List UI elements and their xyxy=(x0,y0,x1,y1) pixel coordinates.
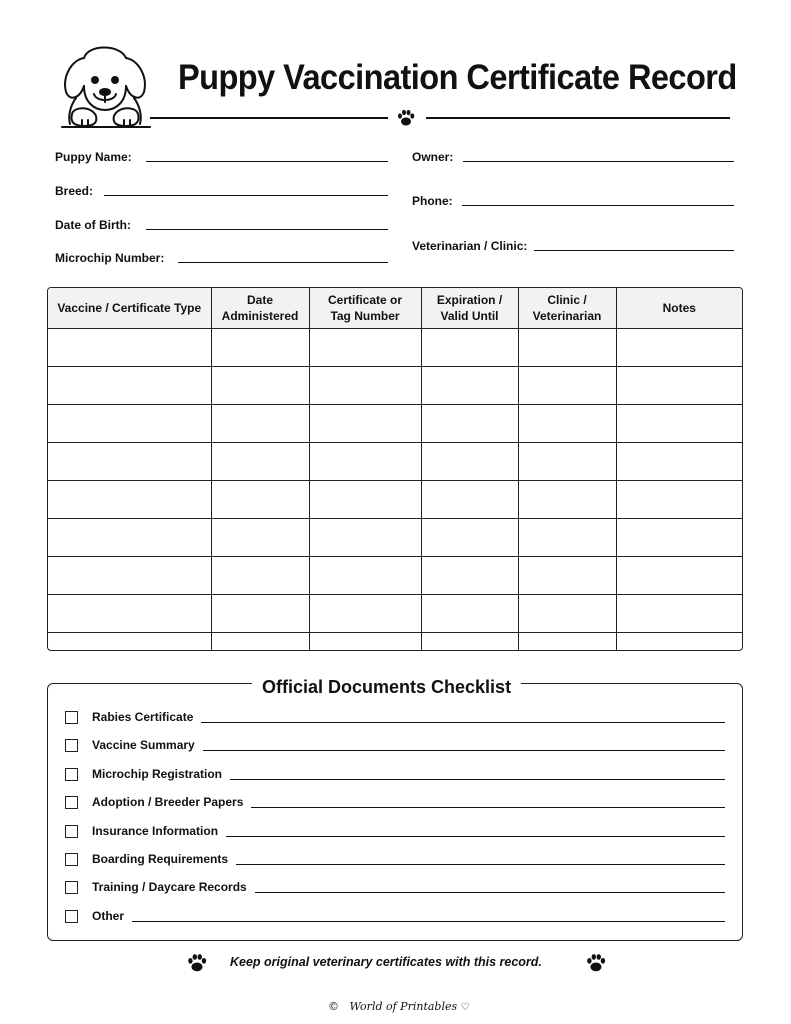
cell-clinic[interactable] xyxy=(518,633,616,652)
checklist-item-line[interactable] xyxy=(203,750,725,751)
cell-notes[interactable] xyxy=(616,481,742,519)
checklist-item-label: Adoption / Breeder Papers xyxy=(92,795,244,810)
cell-expiration[interactable] xyxy=(421,367,518,405)
checkbox[interactable] xyxy=(65,881,78,894)
cell-clinic[interactable] xyxy=(518,557,616,595)
cell-vaccine-type[interactable] xyxy=(48,405,211,443)
cell-expiration[interactable] xyxy=(421,595,518,633)
cell-expiration[interactable] xyxy=(421,481,518,519)
cell-date-administered[interactable] xyxy=(211,367,309,405)
heart-icon: ♡ xyxy=(460,1002,470,1013)
cell-vaccine-type[interactable] xyxy=(48,367,211,405)
microchip-number-label: Microchip Number: xyxy=(55,251,165,265)
cell-clinic[interactable] xyxy=(518,595,616,633)
checklist-item-line[interactable] xyxy=(226,836,725,837)
cell-expiration[interactable] xyxy=(421,329,518,367)
cell-vaccine-type[interactable] xyxy=(48,595,211,633)
cell-expiration[interactable] xyxy=(421,405,518,443)
table-row xyxy=(48,519,742,557)
checklist-item-label: Insurance Information xyxy=(92,823,219,838)
table-row xyxy=(48,367,742,405)
checkbox[interactable] xyxy=(65,825,78,838)
checkbox[interactable] xyxy=(65,711,78,724)
table-row xyxy=(48,481,742,519)
cell-date-administered[interactable] xyxy=(211,633,309,652)
cell-expiration[interactable] xyxy=(421,633,518,652)
title-divider-right xyxy=(426,117,730,119)
column-header-certificate-number: Certificate or Tag Number xyxy=(309,288,421,329)
cell-clinic[interactable] xyxy=(518,519,616,557)
checklist-item-label: Vaccine Summary xyxy=(92,738,195,753)
microchip-number-field[interactable] xyxy=(178,262,388,263)
paw-icon xyxy=(186,952,208,974)
brand-name: World of Printables xyxy=(349,1000,458,1013)
table-row xyxy=(48,557,742,595)
cell-vaccine-type[interactable] xyxy=(48,443,211,481)
checkbox[interactable] xyxy=(65,739,78,752)
cell-certificate-number[interactable] xyxy=(309,557,421,595)
checklist-item-label: Boarding Requirements xyxy=(92,852,229,866)
table-header-row xyxy=(48,288,742,329)
checklist-item-line[interactable] xyxy=(255,892,725,893)
phone-field[interactable] xyxy=(462,205,734,206)
owner-label: Owner: xyxy=(412,150,454,164)
title-divider-left xyxy=(150,117,388,119)
cell-clinic[interactable] xyxy=(518,367,616,405)
cell-notes[interactable] xyxy=(616,519,742,557)
puppy-name-field[interactable] xyxy=(146,161,388,162)
checklist-item-label: Rabies Certificate xyxy=(92,710,194,724)
owner-field[interactable] xyxy=(463,161,734,162)
checkbox[interactable] xyxy=(65,796,78,809)
table-row xyxy=(48,329,742,367)
checklist-item-line[interactable] xyxy=(251,807,725,808)
cell-certificate-number[interactable] xyxy=(309,633,421,652)
paw-icon xyxy=(396,108,416,128)
cell-date-administered[interactable] xyxy=(211,519,309,557)
table-row xyxy=(48,443,742,481)
cell-expiration[interactable] xyxy=(421,443,518,481)
copyright-symbol: © xyxy=(328,1000,339,1013)
cell-vaccine-type[interactable] xyxy=(48,329,211,367)
phone-label: Phone: xyxy=(412,194,453,208)
cell-certificate-number[interactable] xyxy=(309,329,421,367)
cell-notes[interactable] xyxy=(616,595,742,633)
cell-certificate-number[interactable] xyxy=(309,367,421,405)
cell-date-administered[interactable] xyxy=(211,481,309,519)
cell-certificate-number[interactable] xyxy=(309,405,421,443)
checklist-item-line[interactable] xyxy=(230,779,725,780)
cell-date-administered[interactable] xyxy=(211,557,309,595)
checklist-title: Official Documents Checklist xyxy=(252,677,521,698)
cell-vaccine-type[interactable] xyxy=(48,481,211,519)
column-header-clinic: Clinic / Veterinarian xyxy=(518,288,616,329)
checkbox[interactable] xyxy=(65,768,78,781)
veterinarian-clinic-field[interactable] xyxy=(534,250,734,251)
cell-notes[interactable] xyxy=(616,633,742,652)
column-header-vaccine-type: Vaccine / Certificate Type xyxy=(48,288,211,329)
column-header-expiration: Expiration / Valid Until xyxy=(421,288,518,329)
cell-notes[interactable] xyxy=(616,367,742,405)
date-of-birth-field[interactable] xyxy=(146,229,388,230)
date-of-birth-label: Date of Birth: xyxy=(55,218,131,232)
cell-notes[interactable] xyxy=(616,329,742,367)
breed-label: Breed: xyxy=(55,184,94,198)
paw-icon xyxy=(585,952,607,974)
cell-expiration[interactable] xyxy=(421,557,518,595)
checklist-item-line[interactable] xyxy=(132,921,725,922)
cell-expiration[interactable] xyxy=(421,519,518,557)
page-title: Puppy Vaccination Certificate Record xyxy=(178,58,737,97)
cell-notes[interactable] xyxy=(616,557,742,595)
puppy-name-label: Puppy Name: xyxy=(55,150,132,164)
checklist-item-label: Microchip Registration xyxy=(92,766,223,781)
cell-vaccine-type[interactable] xyxy=(48,633,211,652)
table-row xyxy=(48,633,742,652)
cell-notes[interactable] xyxy=(616,405,742,443)
cell-clinic[interactable] xyxy=(518,443,616,481)
checklist-item-line[interactable] xyxy=(201,722,725,723)
cell-certificate-number[interactable] xyxy=(309,443,421,481)
checkbox[interactable] xyxy=(65,853,78,866)
cell-certificate-number[interactable] xyxy=(309,519,421,557)
cell-vaccine-type[interactable] xyxy=(48,519,211,557)
checklist-item-label: Other xyxy=(92,908,125,923)
cell-date-administered[interactable] xyxy=(211,405,309,443)
table-row xyxy=(48,405,742,443)
puppy-illustration xyxy=(54,36,156,128)
footer-note: Keep original veterinary certificates with this record. xyxy=(230,955,542,969)
cell-certificate-number[interactable] xyxy=(309,595,421,633)
checklist-item-label: Training / Daycare Records xyxy=(92,880,247,895)
table-row xyxy=(48,595,742,633)
brand-credit xyxy=(328,1000,470,1013)
checkbox[interactable] xyxy=(65,910,78,923)
cell-clinic[interactable] xyxy=(518,481,616,519)
checklist-item-line[interactable] xyxy=(236,864,725,865)
cell-date-administered[interactable] xyxy=(211,329,309,367)
column-header-date-administered: Date Administered xyxy=(211,288,309,329)
cell-date-administered[interactable] xyxy=(211,443,309,481)
column-header-notes: Notes xyxy=(616,288,742,329)
cell-notes[interactable] xyxy=(616,443,742,481)
breed-field[interactable] xyxy=(104,195,388,196)
veterinarian-clinic-label: Veterinarian / Clinic: xyxy=(412,239,528,253)
vaccination-table xyxy=(47,287,743,651)
cell-date-administered[interactable] xyxy=(211,595,309,633)
cell-vaccine-type[interactable] xyxy=(48,557,211,595)
cell-certificate-number[interactable] xyxy=(309,481,421,519)
cell-clinic[interactable] xyxy=(518,405,616,443)
cell-clinic[interactable] xyxy=(518,329,616,367)
